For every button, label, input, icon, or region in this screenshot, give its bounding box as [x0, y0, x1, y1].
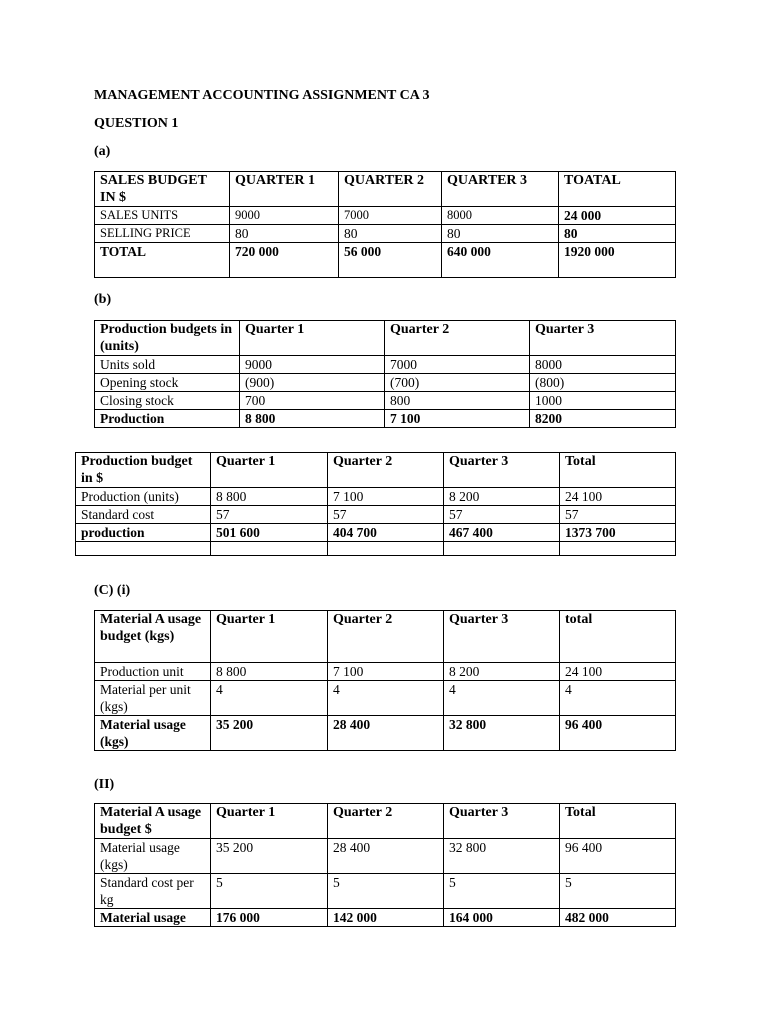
header-cell: Quarter 2 — [385, 321, 530, 356]
table-row-total — [76, 524, 676, 542]
production-dollars-table — [75, 452, 676, 556]
table-row — [95, 663, 676, 681]
table-cell — [211, 542, 328, 556]
table-cell: 57 — [444, 506, 560, 524]
table-header-row — [95, 611, 676, 663]
row-label: Standard cost per kg — [95, 874, 211, 909]
table-cell: 8 800 — [211, 663, 328, 681]
row-label: Production (units) — [76, 488, 211, 506]
table-cell: 28 400 — [328, 839, 444, 874]
table-cell: 7000 — [339, 207, 442, 225]
header-cell: total — [560, 611, 676, 663]
section-c-ii-label: (II) — [94, 777, 115, 792]
row-label: production — [76, 524, 211, 542]
row-label: Units sold — [95, 356, 240, 374]
material-usage-dollars-table — [94, 803, 676, 927]
table-cell: 164 000 — [444, 909, 560, 927]
table-cell: (800) — [530, 374, 676, 392]
production-units-table — [94, 320, 676, 428]
header-cell: Quarter 1 — [240, 321, 385, 356]
table-cell: 176 000 — [211, 909, 328, 927]
table-row — [95, 392, 676, 410]
table-row — [95, 356, 676, 374]
table-row-total — [95, 716, 676, 751]
table-row — [76, 488, 676, 506]
table-cell: 4 — [211, 681, 328, 716]
header-cell: Production budgets in (units) — [95, 321, 240, 356]
table-cell: 5 — [211, 874, 328, 909]
table-row — [95, 839, 676, 874]
table-cell: 5 — [444, 874, 560, 909]
table-cell: 142 000 — [328, 909, 444, 927]
row-label: Closing stock — [95, 392, 240, 410]
row-label: Material per unit (kgs) — [95, 681, 211, 716]
table-cell: 56 000 — [339, 243, 442, 278]
table-cell: 700 — [240, 392, 385, 410]
table-cell: 1000 — [530, 392, 676, 410]
table-cell: 7 100 — [328, 663, 444, 681]
table-row — [76, 506, 676, 524]
section-a-label: (a) — [94, 144, 111, 159]
header-cell: Quarter 1 — [211, 453, 328, 488]
sales-budget-table — [94, 171, 676, 278]
material-usage-kgs-table — [94, 610, 676, 751]
header-cell: Quarter 3 — [444, 804, 560, 839]
row-label: Material usage (kgs) — [95, 839, 211, 874]
header-cell: Quarter 1 — [211, 611, 328, 663]
table-header-row — [95, 172, 676, 207]
section-b-label: (b) — [94, 292, 112, 307]
table-cell: 80 — [559, 225, 676, 243]
table-cell: 57 — [560, 506, 676, 524]
table-cell: 640 000 — [442, 243, 559, 278]
header-cell: Total — [560, 804, 676, 839]
table-cell: 24 100 — [560, 663, 676, 681]
header-cell: Quarter 3 — [444, 453, 560, 488]
header-cell: TOATAL — [559, 172, 676, 207]
question-heading: QUESTION 1 — [94, 116, 179, 131]
table-row — [95, 207, 676, 225]
table-cell: 80 — [442, 225, 559, 243]
row-label: Opening stock — [95, 374, 240, 392]
document-title: MANAGEMENT ACCOUNTING ASSIGNMENT CA 3 — [94, 88, 430, 103]
table-cell: (900) — [240, 374, 385, 392]
row-label: Material usage (kgs) — [95, 716, 211, 751]
row-label: SELLING PRICE — [95, 225, 230, 243]
table-cell: 8 800 — [240, 410, 385, 428]
table-cell: 8 200 — [444, 488, 560, 506]
table-cell — [328, 542, 444, 556]
table-cell: 57 — [328, 506, 444, 524]
section-c-i-label: (C) (i) — [94, 583, 131, 598]
table-cell: 5 — [560, 874, 676, 909]
row-label: Material usage — [95, 909, 211, 927]
table-cell: 467 400 — [444, 524, 560, 542]
header-cell: Quarter 2 — [328, 611, 444, 663]
table-cell: (700) — [385, 374, 530, 392]
table-cell: 8 200 — [444, 663, 560, 681]
table-header-row — [76, 453, 676, 488]
table-cell: 4 — [444, 681, 560, 716]
table-cell: 404 700 — [328, 524, 444, 542]
table-row — [95, 225, 676, 243]
table-cell — [444, 542, 560, 556]
table-cell — [560, 542, 676, 556]
table-row-total — [95, 410, 676, 428]
table-cell: 32 800 — [444, 839, 560, 874]
table-cell: 80 — [230, 225, 339, 243]
table-cell: 24 100 — [560, 488, 676, 506]
header-cell: Quarter 1 — [211, 804, 328, 839]
table-cell: 28 400 — [328, 716, 444, 751]
table-cell: 482 000 — [560, 909, 676, 927]
table-cell: 8200 — [530, 410, 676, 428]
table-cell: 8000 — [530, 356, 676, 374]
table-cell: 5 — [328, 874, 444, 909]
table-row-total — [95, 909, 676, 927]
header-cell: Quarter 3 — [444, 611, 560, 663]
header-cell: Quarter 2 — [328, 804, 444, 839]
row-label: Standard cost — [76, 506, 211, 524]
header-cell: Quarter 3 — [530, 321, 676, 356]
table-cell: 7 100 — [328, 488, 444, 506]
table-cell: 1373 700 — [560, 524, 676, 542]
table-cell: 35 200 — [211, 839, 328, 874]
table-cell: 4 — [560, 681, 676, 716]
header-cell: Quarter 2 — [328, 453, 444, 488]
header-cell: Total — [560, 453, 676, 488]
table-cell: 24 000 — [559, 207, 676, 225]
table-cell: 35 200 — [211, 716, 328, 751]
table-cell: 8000 — [442, 207, 559, 225]
row-label: SALES UNITS — [95, 207, 230, 225]
table-row — [95, 681, 676, 716]
table-cell: 57 — [211, 506, 328, 524]
row-label: TOTAL — [95, 243, 230, 278]
header-cell: QUARTER 1 — [230, 172, 339, 207]
table-row-total — [95, 243, 676, 278]
table-cell: 32 800 — [444, 716, 560, 751]
table-row-empty — [76, 542, 676, 556]
header-cell: QUARTER 3 — [442, 172, 559, 207]
header-cell: Material A usage budget (kgs) — [95, 611, 211, 663]
table-row — [95, 374, 676, 392]
table-row — [95, 874, 676, 909]
table-cell — [76, 542, 211, 556]
header-cell: QUARTER 2 — [339, 172, 442, 207]
table-cell: 80 — [339, 225, 442, 243]
table-cell: 7000 — [385, 356, 530, 374]
row-label: Production unit — [95, 663, 211, 681]
table-cell: 720 000 — [230, 243, 339, 278]
table-cell: 4 — [328, 681, 444, 716]
header-cell: SALES BUDGET IN $ — [95, 172, 230, 207]
table-cell: 800 — [385, 392, 530, 410]
table-cell: 501 600 — [211, 524, 328, 542]
table-cell: 9000 — [240, 356, 385, 374]
table-cell: 96 400 — [560, 839, 676, 874]
header-cell: Material A usage budget $ — [95, 804, 211, 839]
table-cell: 7 100 — [385, 410, 530, 428]
table-cell: 1920 000 — [559, 243, 676, 278]
table-cell: 8 800 — [211, 488, 328, 506]
row-label: Production — [95, 410, 240, 428]
header-cell: Production budget in $ — [76, 453, 211, 488]
table-header-row — [95, 804, 676, 839]
table-header-row — [95, 321, 676, 356]
table-cell: 96 400 — [560, 716, 676, 751]
table-cell: 9000 — [230, 207, 339, 225]
